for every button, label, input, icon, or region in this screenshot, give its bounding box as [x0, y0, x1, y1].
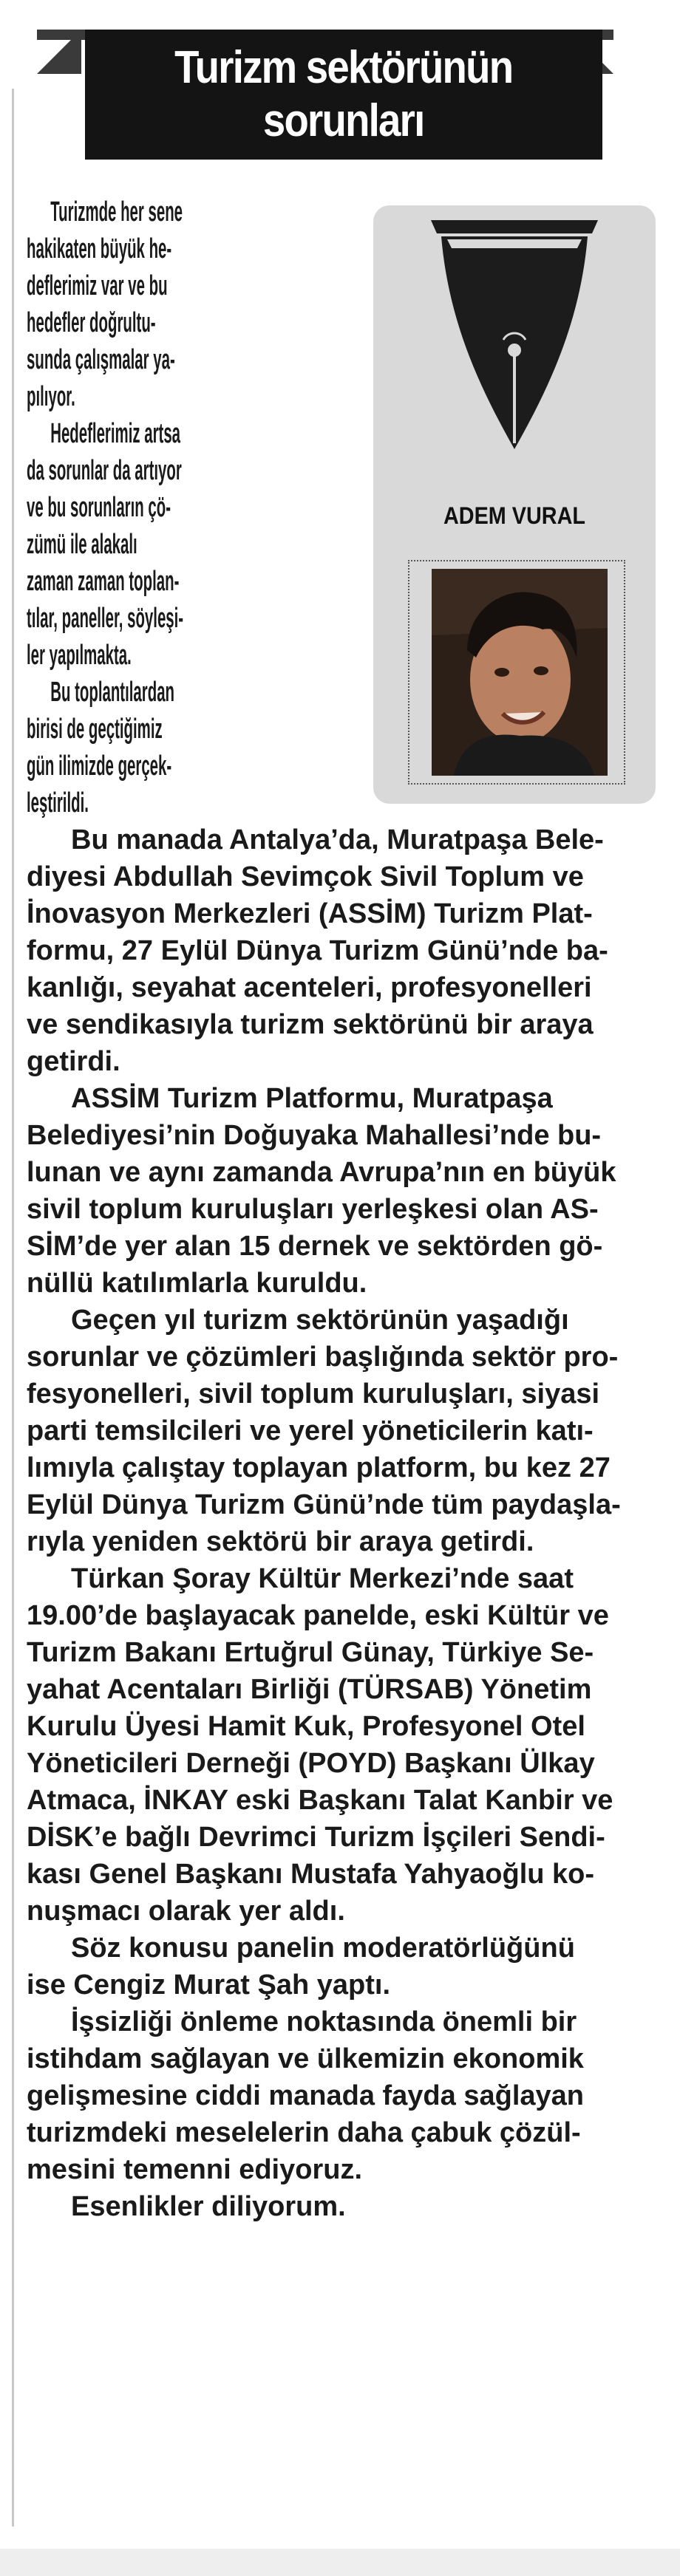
article-line: zaman zaman toplan- [27, 566, 180, 597]
article-line: SİM’de yer alan 15 dernek ve sektörden gö- [27, 1231, 603, 1262]
article-line: gelişmesine ciddi manada fayda sağlayan [27, 2080, 584, 2111]
article-line: deflerimiz var ve bu [27, 270, 168, 301]
article-line: formu, 27 Eylül Dünya Turizm Günü’nde ba- [27, 935, 608, 966]
article-line: İnovasyon Merkezleri (ASSİM) Turizm Plat- [27, 898, 593, 929]
article-line: DİSK’e bağlı Devrimci Turizm İşçileri Sendi- [27, 1822, 605, 1853]
article-line: Esenlikler diliyorum. [71, 2191, 346, 2222]
article-line: kası Genel Başkanı Mustafa Yahyaoğlu ko- [27, 1859, 595, 1890]
article-line: 19.00’de başlayacak panelde, eski Kültür ve [27, 1600, 609, 1631]
article-line: lımıyla çalıştay toplayan platform, bu kez 27 [27, 1452, 611, 1483]
article-line: yahat Acentaları Birliği (TÜRSAB) Yönetim [27, 1674, 592, 1705]
article-line: lunan ve aynı zamanda Avrupa’nın en büyük [27, 1157, 616, 1188]
article-line: rıyla yeniden sektörü bir araya getirdi. [27, 1526, 534, 1557]
article-line: leştirildi. [27, 788, 89, 819]
article-line: Turizm Bakanı Ertuğrul Günay, Türkiye Se- [27, 1637, 594, 1668]
article-line: Türkan Şoray Kültür Merkezi’nde saat [71, 1563, 574, 1594]
article-line: pılıyor. [27, 381, 75, 412]
article-line: sivil toplum kuruluşları yerleşkesi olan AS- [27, 1194, 599, 1225]
left-divider [12, 89, 14, 2527]
article-line: kanlığı, seyahat acenteleri, profesyonelleri [27, 972, 592, 1003]
article-line: sorunlar ve çözümleri başlığında sektör pro- [27, 1342, 619, 1373]
article-line: zümü ile alakalı [27, 529, 137, 560]
article-line: parti temsilcileri ve yerel yöneticilerin katı- [27, 1415, 594, 1446]
article-line: ASSİM Turizm Platformu, Muratpaşa [71, 1083, 553, 1114]
article-line: Bu toplantılardan [50, 677, 175, 708]
article-line: Atmaca, İNKAY eski Başkanı Talat Kanbir ve [27, 1785, 613, 1816]
article-line: Bu manada Antalya’da, Muratpaşa Bele- [71, 824, 604, 855]
article-line: hakikaten büyük he- [27, 233, 172, 264]
article-line: getirdi. [27, 1046, 120, 1077]
article-line: sunda çalışmalar ya- [27, 344, 175, 375]
article-line: Eylül Dünya Turizm Günü’nde tüm paydaşla- [27, 1489, 621, 1520]
author-name: ADEM VURAL [443, 502, 585, 529]
article-line: nüllü katılımlarla kuruldu. [27, 1268, 367, 1299]
article-line: ler yapılmakta. [27, 640, 132, 671]
bottom-band [0, 2549, 680, 2576]
title-box [85, 30, 602, 160]
article-line: ise Cengiz Murat Şah yaptı. [27, 1969, 390, 2001]
article-line: Yöneticileri Derneği (POYD) Başkanı Ülkay [27, 1748, 595, 1779]
article-line: Söz konusu panelin moderatörlüğünü [71, 1933, 575, 1964]
article-line: nuşmacı olarak yer aldı. [27, 1896, 345, 1927]
article-line: da sorunlar da artıyor [27, 455, 182, 486]
article-line: Turizmde her sene [50, 197, 183, 228]
article-line: tılar, paneller, söyleşi- [27, 603, 184, 634]
page-title: Turizm sektörünün sorunları [174, 42, 513, 146]
article-line: İşsizliği önleme noktasında önemli bir [71, 2006, 577, 2037]
article-line: mesini temenni ediyoruz. [27, 2154, 362, 2185]
article-line: Hedeflerimiz artsa [50, 418, 181, 449]
article-line: Geçen yıl turizm sektörünün yaşadığı [71, 1305, 569, 1336]
article-line: ve bu sorunların çö- [27, 492, 171, 523]
article-line: hedefler doğrultu- [27, 307, 156, 338]
article-line: birisi de geçtiğimiz [27, 714, 163, 745]
article-line: istihdam sağlayan ve ülkemizin ekonomik [27, 2043, 584, 2074]
article-line: fesyonelleri, sivil toplum kuruluşları, siyasi [27, 1378, 600, 1410]
article-line: gün ilimizde gerçek- [27, 751, 172, 782]
article-line: Kurulu Üyesi Hamit Kuk, Profesyonel Otel [27, 1711, 585, 1742]
header-left-wedge [37, 30, 81, 74]
article-line: turizmdeki meselelerin daha çabuk çözül- [27, 2117, 581, 2148]
article-line: ve sendikasıyla turizm sektörünü bir araya [27, 1009, 594, 1040]
article-line: diyesi Abdullah Sevimçok Sivil Toplum ve [27, 861, 584, 892]
article-line: Belediyesi’nin Doğuyaka Mahallesi’nde bu- [27, 1120, 602, 1151]
article-body [27, 194, 653, 2225]
